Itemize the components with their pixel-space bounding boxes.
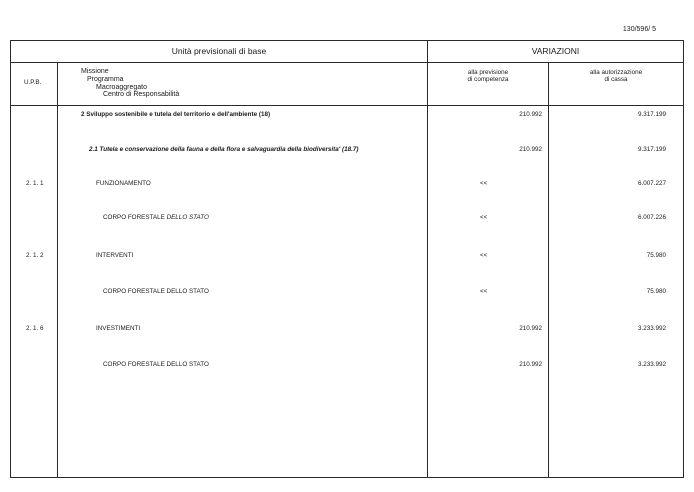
row-description-prefix: CORPO FORESTALE bbox=[103, 214, 167, 221]
row-cassa: 3.233.992 bbox=[637, 325, 666, 332]
variazioni-title: VARIAZIONI bbox=[531, 46, 580, 56]
row-cassa: 6.007.226 bbox=[637, 214, 666, 221]
row-description-italic: DELLO STATO bbox=[166, 214, 209, 221]
col-upb-header: U.P.B. bbox=[24, 79, 42, 86]
row-description: FUNZIONAMENTO bbox=[96, 180, 151, 187]
row-description: 2.1 Tutela e conservazione della fauna e della flora e salvaguardia della biodiversita' (18.7) bbox=[89, 146, 359, 153]
row-cassa: 75.980 bbox=[646, 288, 666, 295]
row-cassa: 6.007.227 bbox=[637, 180, 666, 187]
row-upb-code: 2. 1. 2 bbox=[26, 252, 44, 259]
col-cassa-header-2: di cassa bbox=[604, 76, 628, 83]
row-description: CORPO FORESTALE DELLO STATO bbox=[103, 361, 209, 368]
upb-section-title: Unità previsionali di base bbox=[171, 46, 267, 56]
row-upb-code: 2. 1. 1 bbox=[26, 180, 44, 187]
row-description bbox=[103, 215, 209, 221]
row-competenza: 210.992 bbox=[519, 361, 542, 368]
row-competenza: << bbox=[480, 288, 488, 295]
row-competenza: 210.992 bbox=[519, 146, 542, 153]
col-competenza-header-2: di competenza bbox=[467, 76, 509, 83]
col-competenza-header-1: alla previsione bbox=[467, 69, 509, 76]
row-competenza: 210.992 bbox=[519, 111, 542, 118]
row-description: CORPO FORESTALE DELLO STATO bbox=[103, 288, 209, 295]
row-cassa: 9.317.199 bbox=[637, 146, 666, 153]
col-cassa-header-1: alla autorizzazione bbox=[589, 69, 643, 76]
row-description: INTERVENTI bbox=[96, 252, 134, 259]
hierarchy-macroaggregato: Macroaggregato bbox=[96, 84, 147, 91]
row-competenza: << bbox=[480, 214, 488, 221]
row-description: INVESTIMENTI bbox=[96, 325, 141, 332]
row-cassa: 9.317.199 bbox=[637, 111, 666, 118]
row-cassa: 3.233.992 bbox=[637, 361, 666, 368]
row-description: 2 Sviluppo sostenibile e tutela del territorio e dell'ambiente (18) bbox=[81, 111, 271, 118]
row-competenza: << bbox=[480, 180, 488, 187]
page-reference: 130/596/ 5 bbox=[622, 26, 656, 33]
row-upb-code: 2. 1. 6 bbox=[26, 325, 44, 332]
hierarchy-programma: Programma bbox=[87, 76, 124, 83]
row-cassa: 75.980 bbox=[646, 252, 666, 259]
row-competenza: 210.992 bbox=[519, 325, 542, 332]
row-competenza: << bbox=[480, 252, 488, 259]
hierarchy-missione: Missione bbox=[81, 68, 109, 75]
hierarchy-centro: Centro di Responsabilità bbox=[103, 91, 180, 98]
